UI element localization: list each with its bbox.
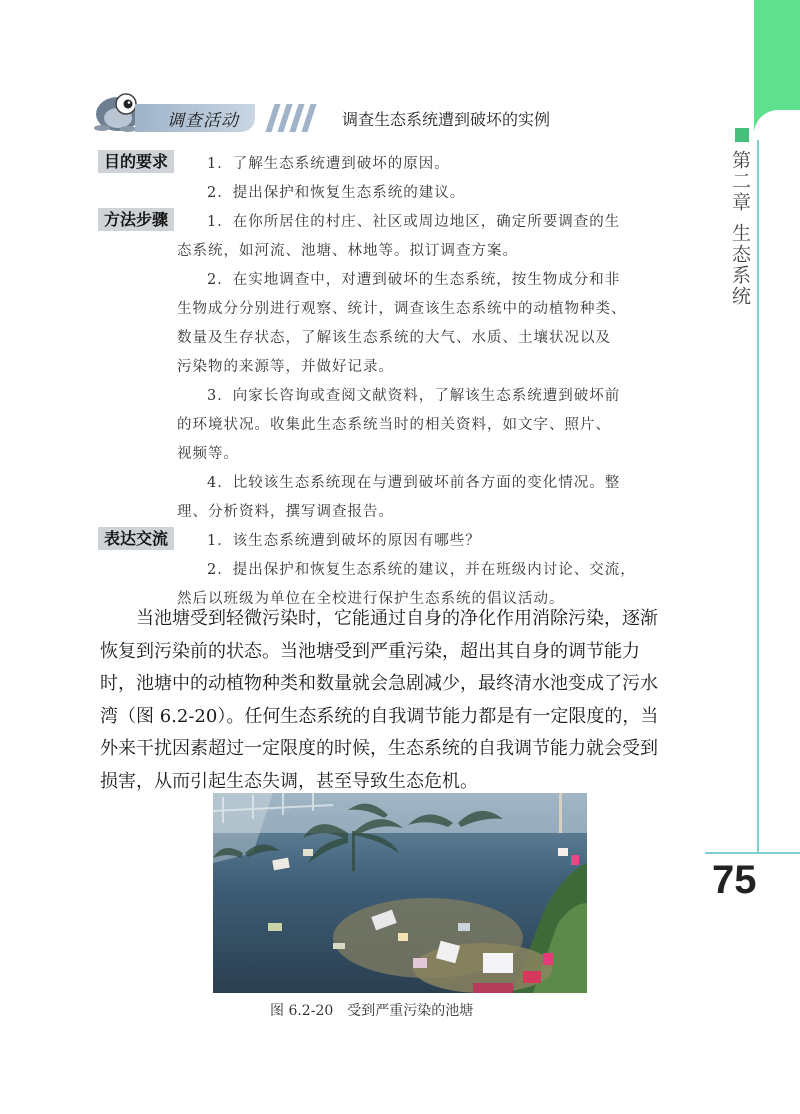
method-line: 2．在实地调查中，对遭到破坏的生态系统，按生物成分和非 — [207, 272, 621, 288]
polluted-pond-photo — [213, 793, 587, 993]
activity-label: 调查活动 — [167, 111, 239, 131]
discussion-line: 然后以班级为单位在全校进行保护生态系统的倡议活动。 — [177, 591, 565, 607]
method-line: 3．向家长咨询或查阅文献资料，了解该生态系统遭到破坏前 — [207, 388, 621, 404]
figure-caption-text: 受到严重污染的池塘 — [347, 1003, 474, 1019]
discussion-line: 1．该生态系统遭到破坏的原因有哪些？ — [207, 533, 481, 549]
chapter-label — [729, 150, 753, 307]
tag-discussion: 表达交流 — [98, 527, 174, 550]
chapter-tab — [754, 0, 800, 132]
method-line: 污染物的来源等，并做好记录。 — [177, 359, 394, 375]
page-number: 75 — [712, 858, 757, 902]
method-line: 4．比较该生态系统现在与遭到破坏前各方面的变化情况。整 — [207, 475, 621, 491]
header-stripes — [262, 104, 322, 132]
page-number-rule — [705, 852, 800, 854]
method-line: 数量及生存状态，了解该生态系统的大气、水质、土壤状况以及 — [177, 330, 611, 346]
method-line: 理、分析资料，撰写调查报告。 — [177, 504, 394, 520]
purpose-line: 2．提出保护和恢复生态系统的建议。 — [207, 185, 466, 201]
chapter-title: 生态系统 — [729, 223, 751, 307]
method-line: 的环境状况。收集此生态系统当时的相关资料，如文字、照片、 — [177, 417, 611, 433]
figure-caption — [270, 1000, 473, 1020]
chapter-square-icon — [735, 128, 749, 142]
chapter-number: 第二章 — [729, 150, 751, 213]
method-line: 态系统，如河流、池塘、林地等。拟订调查方案。 — [177, 243, 518, 259]
body-paragraph — [100, 603, 668, 798]
body-text: 当池塘受到轻微污染时，它能通过自身的净化作用消除污染，逐渐恢复到污染前的状态。当池塘受到严重污染，超出其自身的调节能力时，池塘中的动植物种类和数量就会急剧减少，最终清水池变成了污水湾（图 6.2-20）。任何生态系统的自我调节能力都是有一定限度的，当外来干扰因素超过一定限度的时候，生态系统的自我调节能力就会受到损害，从而引起生态失调，甚至导致生态危机。 — [100, 608, 659, 792]
figure-number: 图 6.2-20 — [270, 1003, 334, 1019]
purpose-line: 1．了解生态系统遭到破坏的原因。 — [207, 156, 450, 172]
tag-method: 方法步骤 — [98, 208, 174, 231]
method-line: 生物成分分别进行观察、统计，调查该生态系统中的动植物种类、 — [177, 301, 627, 317]
margin-rule — [757, 140, 759, 852]
tag-purpose: 目的要求 — [98, 150, 174, 173]
method-line: 1．在你所居住的村庄、社区或周边地区，确定所要调查的生 — [207, 214, 621, 230]
discussion-line: 2．提出保护和恢复生态系统的建议，并在班级内讨论、交流， — [207, 562, 636, 578]
activity-title: 调查生态系统遭到破坏的实例 — [342, 110, 551, 129]
method-line: 视频等。 — [177, 446, 239, 462]
